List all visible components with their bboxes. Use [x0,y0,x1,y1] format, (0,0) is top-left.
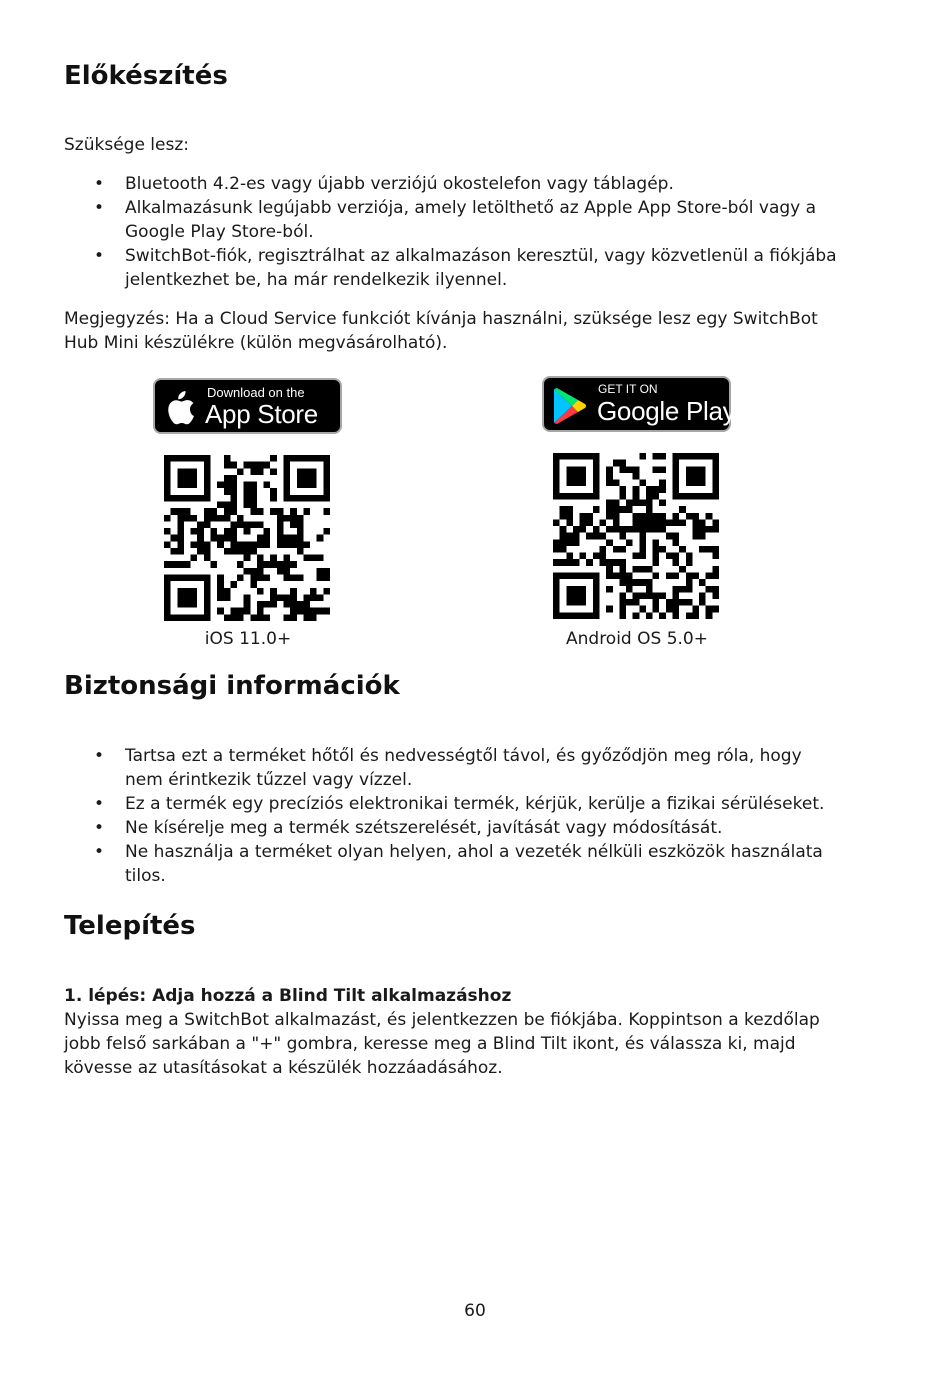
ios-qr-code [164,455,330,621]
intro-text: Szüksége lesz: [64,135,189,155]
page-number: 60 [464,1301,486,1321]
ios-version-caption: iOS 11.0+ [204,629,292,649]
android-version-caption: Android OS 5.0+ [566,629,708,649]
list-item: • Ne kísérelje meg a termék szétszerelését, javítását vagy módosítását. [94,818,723,838]
list-item-line: tilos. [125,866,166,886]
note-line: Hub Mini készülékre (külön megvásárolható). [64,333,448,353]
android-qr-code [553,453,719,619]
safety-list [64,744,854,888]
note-text [64,307,854,355]
qr-modules [553,453,719,619]
list-item-line: Ne használja a terméket olyan helyen, ahol a vezeték nélküli eszközök használata [125,842,823,862]
step-1-text [64,984,854,1080]
list-item: • Tartsa ezt a terméket hőtől és nedvességtől távol, és győződjön meg róla, hogy nem érintkezik tűzzel vagy vízzel. [94,746,802,790]
google-play-small-text: GET IT ON [598,382,658,396]
step-line: jobb felső sarkában a "+" gombra, keresse meg a Blind Tilt ikont, és válassza ki, majd [64,1034,796,1054]
app-store-big-text: App Store [205,399,318,429]
list-item: • Bluetooth 4.2-es vagy újabb verziójú okostelefon vagy táblagép. [94,174,674,194]
list-item-line: Tartsa ezt a terméket hőtől és nedvességtől távol, és győződjön meg róla, hogy [125,746,802,766]
list-item-line: Google Play Store-ból. [125,222,314,242]
list-item-line: Ez a termék egy precíziós elektronikai termék, kérjük, kerülje a fizikai sérüléseket. [125,794,825,814]
heading-biztonsagi-informaciok: Biztonsági információk [64,671,400,701]
list-item: • Alkalmazásunk legújabb verziója, amely letölthető az Apple App Store-ból vagy a Google Play Store-ból. [94,198,817,242]
list-item-line: jelentkezhet be, ha már rendelkezik ilyennel. [125,270,508,290]
list-item: • Ne használja a terméket olyan helyen, ahol a vezeték nélküli eszközök használata tilos. [94,842,823,886]
app-store-small-text: Download on the [207,385,305,400]
list-item-line: SwitchBot-fiók, regisztrálhat az alkalmazáson keresztül, vagy közvetlenül a fiókjába [125,246,837,266]
app-store-badge[interactable] [153,378,342,434]
list-item-line: nem érintkezik tűzzel vagy vízzel. [125,770,413,790]
requirements-list [64,172,854,292]
step-1-title: 1. lépés: Adja hozzá a Blind Tilt alkalmazáshoz [64,986,512,1006]
list-item-line: Alkalmazásunk legújabb verziója, amely letölthető az Apple App Store-ból vagy a [125,198,817,218]
list-item-line: Bluetooth 4.2-es vagy újabb verziójú okostelefon vagy táblagép. [125,174,674,194]
apple-logo-icon [165,391,195,425]
step-line: kövesse az utasításokat a készülék hozzáadásához. [64,1058,503,1078]
list-item-line: Ne kísérelje meg a termék szétszerelését, javítását vagy módosítását. [125,818,723,838]
qr-modules [164,455,330,621]
note-line: Megjegyzés: Ha a Cloud Service funkciót kívánja használni, szüksége lesz egy SwitchBot [64,309,818,329]
list-item: • Ez a termék egy precíziós elektronikai termék, kérjük, kerülje a fizikai sérüléseket. [94,794,825,814]
step-line: Nyissa meg a SwitchBot alkalmazást, és jelentkezzen be fiókjába. Koppintson a kezdőlap [64,1010,820,1030]
google-play-big-text: Google Play [597,396,736,426]
heading-telepites: Telepítés [64,911,196,941]
google-play-badge[interactable] [542,376,736,432]
google-play-logo-icon [552,387,588,425]
list-item: • SwitchBot-fiók, regisztrálhat az alkalmazáson keresztül, vagy közvetlenül a fiókjába jelentkezhet be, ha már rendelkezik ilyennel. [94,246,837,290]
heading-elokeszites: Előkészítés [64,61,228,91]
